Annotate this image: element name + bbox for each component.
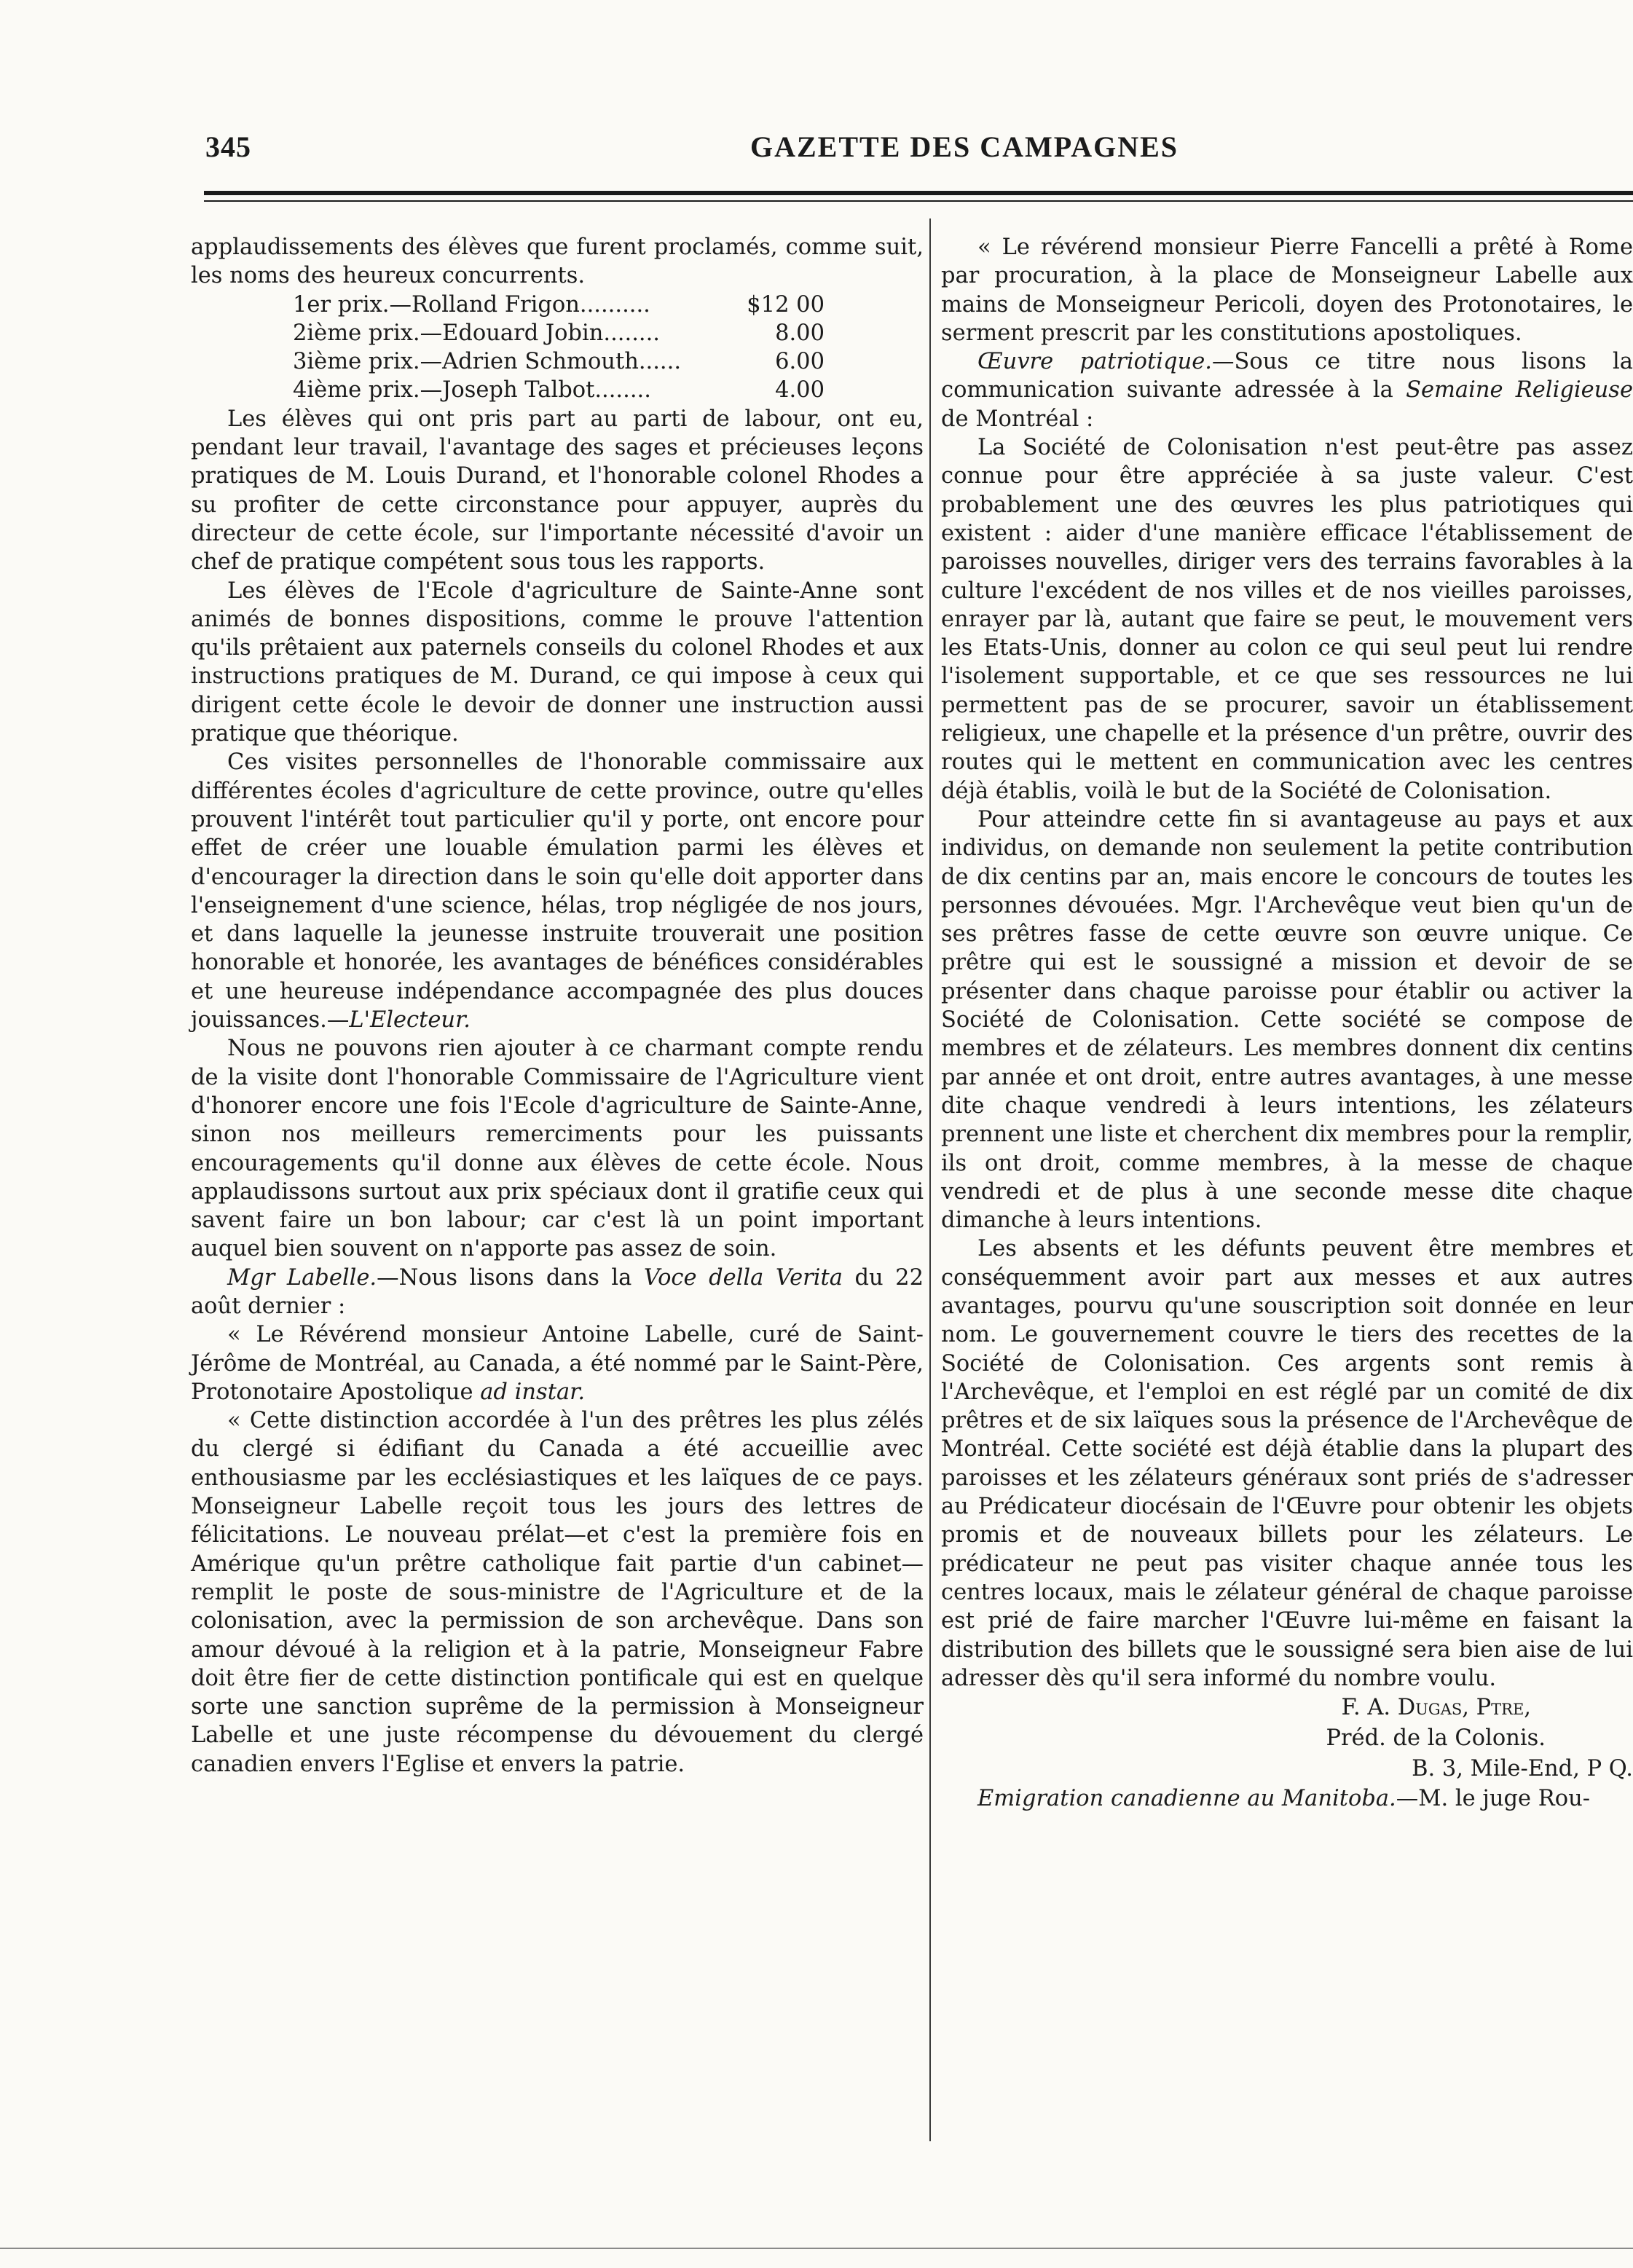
paragraph: applaudissements des élèves que furent proclamés, comme suit, les noms des heureux concurrents. <box>191 235 924 289</box>
paragraph-text: du 22 août dernier : <box>191 1264 924 1319</box>
paragraph-text: —M. le juge Rou- <box>1396 1786 1591 1812</box>
source-citation: L'Electeur. <box>349 1007 471 1033</box>
paragraph <box>941 347 1633 433</box>
paragraph: Pour atteindre cette fin si avantageuse au pays et aux individus, on demande non seulement la petite contribution de dix centins par an, mais encore le concours de toutes les personnes dévouées. Mgr. l'Archevêque veut bien qu'un de ses prêtres fasse de cette œuvre son œuvre unique. Ce prêtre qui est le soussigné a mission et devoir de se présenter dans chaque paroisse pour établir ou activer la Société de Colonisation. Cette société se compose de membres et de zélateurs. Les membres donnent dix centins par année et ont droit, entre autres avantages, à une messe dite chaque vendredi à leurs intentions, les zélateurs prennent une liste et cherchent dix membres pour la remplir, ils ont droit, comme membres, à la messe de chaque vendredi et de plus à une seconde messe dite chaque dimanche à leurs intentions. <box>941 806 1633 1234</box>
paragraph <box>191 748 924 1034</box>
paragraph: Les élèves de l'Ecole d'agriculture de Sainte-Anne sont animés de bonnes dispositions, comme le prouve l'attention qu'ils prêtaient aux paternels conseils du colonel Rhodes et aux instructions pratiques de M. Durand, ce qui impose à ceux qui dirigent cette école le devoir de donner une instruction aussi pratique que théorique. <box>191 578 924 747</box>
prize-label: 3ième prix.—Adrien Schmouth...... <box>293 349 682 375</box>
paragraph: « Le révérend monsieur Pierre Fancelli a prêté à Rome par procuration, à la place de Monseigneur Labelle aux mains de Monseigneur Pericoli, doyen des Protonotaires, le serment prescrit par les constitutions apostoliques. <box>941 235 1633 346</box>
prize-amount: 6.00 <box>775 349 825 375</box>
prize-label: 1er prix.—Rolland Frigon.......... <box>293 291 650 318</box>
header-rule-thin <box>204 200 1633 202</box>
footer-rule <box>0 2248 1633 2249</box>
signature-address: B. 3, Mile-End, P Q. <box>1412 1756 1633 1782</box>
signature-title: Préd. de la Colonis. <box>1326 1725 1546 1752</box>
paragraph <box>191 1320 924 1406</box>
latin-phrase: ad instar. <box>480 1379 586 1405</box>
paragraph: « Cette distinction accordée à l'un des prêtres les plus zélés du clergé si édifiant du Canada a été accueillie avec enthousiasme par les ecclésiastiques et les laïques de ce pays. Monseigneur Labelle reçoit tous les jours des lettres de félicitations. Le nouveau prélat—et c'est la première fois en Amérique qu'un prêtre catholique fait partie d'un cabinet—remplit le poste de sous-ministre de l'Agriculture et de la colonisation, avec la permission de son archevêque. Dans son amour dévoué à la religion et à la patrie, Monseigneur Fabre doit être fier de cette distinction pontificale qui est en quelque sorte une sanction suprême de la permission à Monseigneur Labelle et une juste récompense du dévouement du clergé canadien envers l'Eglise et envers la patrie. <box>191 1408 924 1777</box>
prize-row <box>293 347 825 376</box>
prize-label: 2ième prix.—Edouard Jobin........ <box>293 320 660 346</box>
paragraph <box>191 1264 924 1321</box>
section-heading: Mgr Labelle. <box>227 1264 377 1291</box>
paragraph: La Société de Colonisation n'est peut-être pas assez connue pour être appréciée à sa juste valeur. C'est probablement une des œuvres les plus patriotiques qui existent : aider d'une manière efficace l'établissement de paroisses nouvelles, diriger vers des terrains favorables à la culture l'excédent de nos villes et de nos vieilles paroisses, enrayer par là, autant que faire se peut, le mouvement vers les Etats-Unis, donner au colon ce qui seul peut lui rendre l'isolement supportable, et ce que ses ressources ne lui permettent pas de se procurer, savoir un établissement religieux, une chapelle et la présence d'un prêtre, ouvrir des routes qui le mettent en communication avec les centres déjà établis, voilà le but de la Société de Colonisation. <box>941 435 1633 804</box>
masthead-title: GAZETTE DES CAMPAGNES <box>750 130 1179 163</box>
prize-list <box>293 291 825 405</box>
paragraph: Les élèves qui ont pris part au parti de labour, ont eu, pendant leur travail, l'avantage des sages et précieuses leçons pratiques de M. Louis Durand, et l'honorable colonel Rhodes a su profiter de cette circonstance pour appuyer, auprès du directeur de cette école, sur l'importante nécessité d'avoir un chef de pratique compétent sous tous les rapports. <box>191 406 924 575</box>
source-citation: Voce della Verita <box>643 1264 843 1291</box>
paragraph-text: « Le Révérend monsieur Antoine Labelle, curé de Saint-Jérôme de Montréal, au Canada, a été nommé par le Saint-Père, Protonotaire Apostolique <box>191 1322 924 1405</box>
paragraph-text: —Sous ce titre nous lisons la communication suivante adressée à la <box>941 349 1633 403</box>
prize-row <box>293 376 825 404</box>
source-citation: Semaine Religieuse <box>1406 377 1633 403</box>
paragraph-text: —Nous lisons dans la <box>377 1264 632 1291</box>
column-divider <box>929 218 931 2141</box>
prize-amount: 4.00 <box>775 377 825 403</box>
prize-label: 4ième prix.—Joseph Talbot........ <box>293 377 651 403</box>
paragraph-text: Ces visites personnelles de l'honorable commissaire aux différentes écoles d'agriculture de cette province, outre qu'elles prouvent l'intérêt tout particulier qu'il y porte, ont encore pour effet de créer une louable émulation parmi les élèves et d'encourager la direction dans le soin qu'elle doit apporter dans l'enseignement d'une science, hélas, trop négligée de nos jours, et dans laquelle la jeunesse instruite trouverait une position honorable et honorée, les avantages de bénéfices considérables et une heureuse indépendance accompagnée des plus douces jouissances.— <box>191 749 924 1033</box>
right-column <box>941 233 1633 1813</box>
section-heading: Emigration canadienne au Manitoba. <box>977 1786 1396 1812</box>
prize-amount: 8.00 <box>775 320 825 346</box>
paragraph <box>941 1784 1633 1813</box>
left-column <box>191 233 924 1779</box>
header-rule <box>204 191 1633 195</box>
paragraph: Nous ne pouvons rien ajouter à ce charmant compte rendu de la visite dont l'honorable Commissaire de l'Agriculture vient d'honorer encore une fois l'Ecole d'agriculture de Sainte-Anne, sinon nos meilleurs remerciments pour les puissants encouragements qu'il donne aux élèves de cette école. Nous applaudissons surtout aux prix spéciaux dont il gratifie ceux qui savent faire un bon labour; car c'est là un point important auquel bien souvent on n'apporte pas assez de soin. <box>191 1036 924 1262</box>
page-number: 345 <box>205 130 251 163</box>
section-heading: Œuvre patriotique. <box>977 349 1212 375</box>
paragraph-text: de Montréal : <box>941 406 1094 432</box>
signature-name: F. A. Dugas, Ptre, <box>1341 1695 1531 1721</box>
prize-amount: $12 00 <box>747 291 825 318</box>
paragraph: Les absents et les défunts peuvent être membres et conséquemment avoir part aux messes et aux autres avantages, pourvu qu'une souscription soit donnée en leur nom. Le gouvernement couvre le tiers des recettes de la Société de Colonisation. Ces argents sont remis à l'Archevêque, et l'emploi en est réglé par un comité de dix prêtres et de six laïques sous la présence de l'Archevêque de Montréal. Cette société est déjà établie dans la plupart des paroisses et les zélateurs généraux sont priés de s'adresser au Prédicateur diocésain de l'Œuvre pour obtenir les objets promis et de nouveaux billets pour les zélateurs. Le prédicateur ne peut pas visiter chaque année tous les centres locaux, mais le zélateur général de chaque paroisse est prié de faire marcher l'Œuvre lui-même en faisant la distribution des billets que le soussigné sera bien aise de lui adresser dès qu'il sera informé du nombre voulu. <box>941 1236 1633 1691</box>
prize-row <box>293 291 825 319</box>
prize-row <box>293 319 825 347</box>
